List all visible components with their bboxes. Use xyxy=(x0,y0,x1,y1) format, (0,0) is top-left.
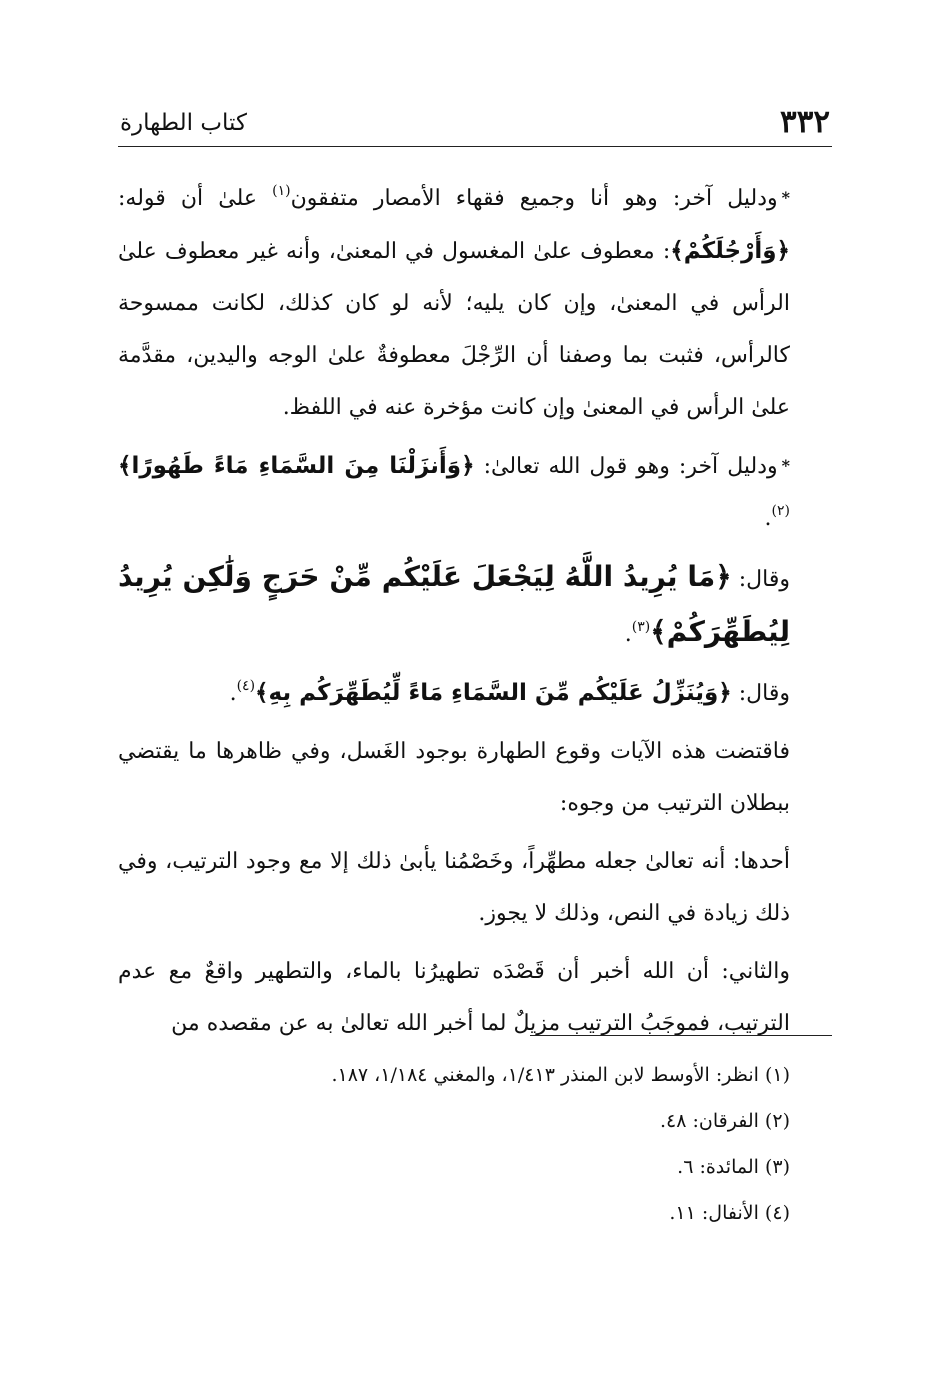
paragraph-verse-2 xyxy=(118,551,832,661)
paragraph-evidence-2 xyxy=(118,440,832,545)
asterisk-ornament-icon: * xyxy=(781,188,790,207)
paragraph-text: ودليل آخر: وهو أنا وجميع فقهاء الأمصار متفقون xyxy=(290,186,778,211)
quran-verse: ﴿وَأَرْجُلَكُمْ﴾ xyxy=(670,238,790,264)
footnote-1: (١) انظر: الأوسط لابن المنذر ١/٤١٣، والمغني ١/١٨٤، ١٨٧. xyxy=(331,1064,790,1086)
footnote-ref: (١) xyxy=(272,183,291,199)
paragraph-text: : معطوف علىٰ المغسول في المعنىٰ، وأنه غير معطوف علىٰ الرأس في المعنىٰ، وإن كان يليه؛ لأنه لو كان كذلك، لكانت ممسوحة كالرأس، فثبت بما وصفنا أن الرِّجْلَ معطوفةٌ علىٰ الوجه واليدين، مقدَّمة علىٰ الرأس في المعنىٰ وإن كانت مؤخرة عنه في اللفظ. xyxy=(118,239,790,420)
paragraph-text: وقال: xyxy=(731,681,790,706)
footnote-ref: (٣) xyxy=(631,619,651,635)
footnotes xyxy=(200,1052,790,1236)
paragraph-second-point: والثاني: أن الله أخبر أن قَصْدَه تطهيرُنا بالماء، والتطهير واقعٌ مع عدم الترتيب، فموجَبُ الترتيب مزيلٌ لما أخبر الله تعالىٰ به عن مقصده من xyxy=(118,959,790,1036)
paragraph-text: وقال: xyxy=(731,567,791,592)
page-header xyxy=(118,96,832,147)
paragraph-end: . xyxy=(764,506,772,531)
paragraph-evidence-1 xyxy=(118,172,832,434)
paragraph-conclusion: فاقتضت هذه الآيات وقوع الطهارة بوجود الغَسل، وفي ظاهرها ما يقتضي ببطلان الترتيب من وجوه: xyxy=(118,739,790,816)
quran-verse: ﴿مَا يُرِيدُ اللَّهُ لِيَجْعَلَ عَلَيْكُم مِّنْ حَرَجٍ وَلَٰكِن يُرِيدُ لِيُطَهِّرَكُمْ﴾ xyxy=(118,560,790,648)
footnote-divider xyxy=(530,1035,832,1036)
paragraph-first-point: أحدها: أنه تعالىٰ جعله مطهِّراً، وخَصْمُنا يأبىٰ ذلك إلا مع وجود الترتيب، وفي ذلك زيادة في النص، وذلك لا يجوز. xyxy=(118,849,790,926)
running-title: كتاب الطهارة xyxy=(120,110,247,136)
footnote-ref: (٤) xyxy=(236,678,256,694)
paragraph-end: . xyxy=(229,681,237,706)
asterisk-ornament-icon: * xyxy=(781,456,790,475)
paragraph-text: ودليل آخر: وهو قول الله تعالىٰ: xyxy=(474,454,778,479)
footnote-ref: (٢) xyxy=(771,503,790,519)
page-number: ٣٣٢ xyxy=(780,104,830,140)
quran-verse: ﴿وَأَنزَلْنَا مِنَ السَّمَاءِ مَاءً طَهُورًا﴾ xyxy=(118,453,475,479)
footnote-2: (٢) الفرقان: ٤٨. xyxy=(660,1110,790,1132)
paragraph-verse-3 xyxy=(118,667,832,720)
paragraph-text: علىٰ أن قوله: xyxy=(118,186,273,211)
paragraph-end: . xyxy=(624,622,632,647)
main-text xyxy=(118,172,832,1050)
footnote-4: (٤) الأنفال: ١١. xyxy=(669,1202,790,1224)
footnote-3: (٣) المائدة: ٦. xyxy=(677,1156,790,1178)
quran-verse: ﴿وَيُنَزِّلُ عَلَيْكُم مِّنَ السَّمَاءِ مَاءً لِّيُطَهِّرَكُم بِهِ﴾ xyxy=(255,680,732,706)
